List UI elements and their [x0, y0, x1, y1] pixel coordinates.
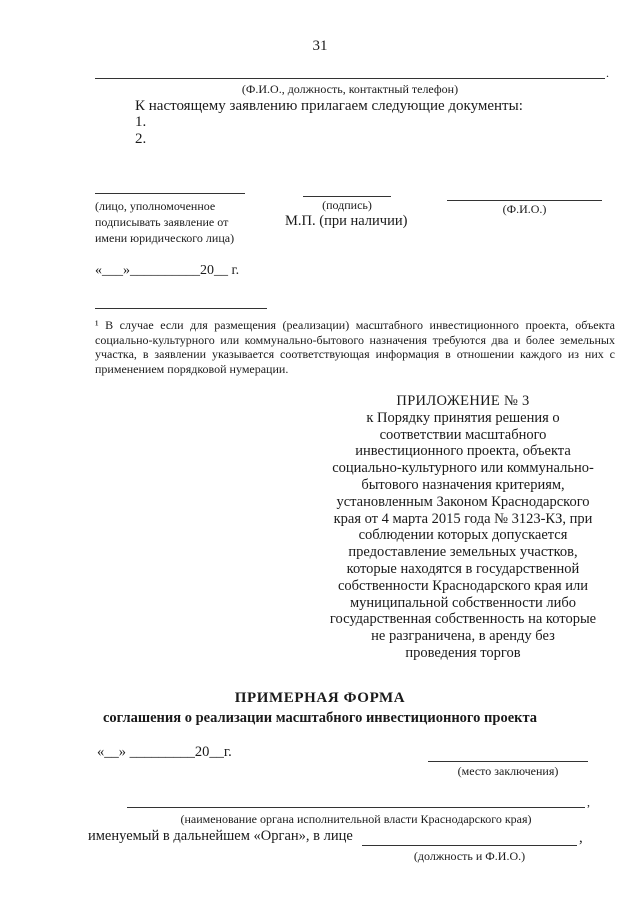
contact-trailing-mark: .	[606, 66, 609, 80]
named-text: именуемый в дальнейшем «Орган», в лице	[88, 828, 353, 844]
appendix-line-7: края от 4 марта 2015 года № 3123-КЗ, при	[333, 510, 593, 527]
signature-underline	[303, 196, 391, 197]
appendix-line-10: которые находятся в государственной	[346, 560, 580, 577]
appendix-title: ПРИЛОЖЕНИЕ № 3	[396, 393, 530, 409]
form-subtitle: соглашения о реализации масштабного инвестиционного проекта	[102, 710, 538, 726]
contact-underline	[95, 78, 605, 79]
footnote: ¹ В случае если для размещения (реализации) масштабного инвестиционного проекта, объекта социально-культурного или коммунально-бытового назначения требуются два и более земельных участка, в заявлении указывается соответствующая информация в отношении каждого из них с применением порядковой нумерации.	[95, 318, 615, 376]
appendix-line-1: к Порядку принятия решения о	[366, 409, 560, 426]
appendix-line-11: собственности Краснодарского края или	[337, 577, 588, 594]
organ-trailing-mark: ,	[587, 795, 590, 809]
appendix-line-5: бытового назначения критериям,	[361, 476, 565, 493]
appendix-line-6: установленным Законом Краснодарского	[336, 493, 590, 510]
stamp-caption: М.П. (при наличии)	[285, 213, 408, 229]
full-name-underline	[447, 200, 602, 201]
appendix-line-3: инвестиционного проекта, объекта	[355, 443, 571, 460]
appendix-line-2: соответствии масштабного	[379, 426, 547, 443]
named-trailing-mark: ,	[579, 830, 583, 846]
contact-caption: (Ф.И.О., должность, контактный телефон)	[241, 82, 459, 96]
date-line: «___»__________20__ г.	[95, 263, 240, 278]
attachments-intro: К настоящему заявлению прилагаем следующие документы:	[135, 98, 523, 114]
place-underline	[428, 761, 588, 762]
attachment-item-1: 1.	[135, 114, 147, 130]
authorized-person-caption	[95, 198, 234, 246]
appendix-line-15: проведения торгов	[405, 644, 521, 661]
authorized-person-line-1: (лицо, уполномоченное	[95, 199, 216, 213]
full-name-caption: (Ф.И.О.)	[502, 202, 547, 216]
authorized-person-underline	[95, 193, 245, 194]
authorized-person-line-2: подписывать заявление от	[95, 215, 229, 229]
form-title: ПРИМЕРНАЯ ФОРМА	[234, 690, 406, 706]
appendix-line-12: муниципальной собственности либо	[350, 594, 576, 611]
appendix-line-14: не разграничена, в аренду без	[371, 628, 555, 645]
position-caption: (должность и Ф.И.О.)	[413, 849, 526, 863]
appendix-line-8: соблюдении которых допускается	[358, 527, 568, 544]
page-number: 31	[312, 38, 328, 54]
appendix-block	[308, 393, 618, 662]
attachment-item-2: 2.	[135, 131, 147, 147]
authorized-person-line-3: имени юридического лица)	[95, 231, 235, 245]
footnote-separator	[95, 308, 267, 309]
place-caption: (место заключения)	[457, 764, 559, 778]
appendix-line-13: государственная собственность на которые	[329, 611, 597, 628]
appendix-line-4: социально-культурного или коммунально-	[332, 460, 594, 477]
appendix-line-9: предоставление земельных участков,	[348, 544, 578, 561]
position-underline	[362, 845, 577, 846]
organ-underline	[127, 807, 585, 808]
signature-caption: (подпись)	[322, 198, 372, 212]
form-date-line: «__» _________20__г.	[97, 744, 232, 760]
organ-caption: (наименование органа исполнительной власти Краснодарского края)	[180, 812, 532, 826]
